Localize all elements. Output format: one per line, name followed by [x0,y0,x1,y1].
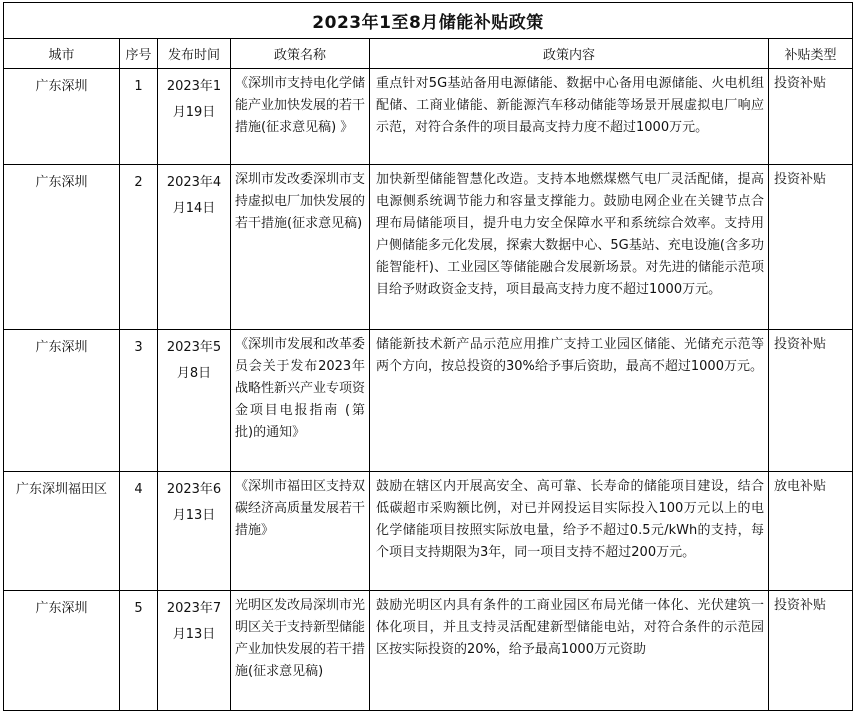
cell-subsidy-type: 投资补贴 [769,330,853,472]
cell-city: 广东深圳 [4,330,120,472]
cell-no: 4 [120,472,158,591]
title-row [4,3,853,39]
cell-date: 2023年7月13日 [158,591,231,711]
cell-policy-content: 鼓励在辖区内开展高安全、高可靠、长寿命的储能项目建设，结合低碳超市采购额比例，对已并网投运目实际投入100万元以上的电化学储能项目按照实际放电量，给予不超过0.5元/kWh的支持，每个项目支持期限为3年，同一项目支持不超过200万元。 [370,472,769,591]
cell-policy-name: 《深圳市福田区支持双碳经济高质量发展若干措施》 [231,472,370,591]
cell-policy-content: 鼓励光明区内具有条件的工商业园区布局光储一体化、光伏建筑一体化项目，并且支持灵活配建新型储能电站，对符合条件的示范园区按实际投资的20%，给予最高1000万元资助 [370,591,769,711]
cell-date: 2023年1月19日 [158,69,231,165]
cell-city: 广东深圳 [4,165,120,330]
header-row [4,39,853,69]
cell-no: 5 [120,591,158,711]
cell-date: 2023年5月8日 [158,330,231,472]
table-row [4,472,853,591]
cell-subsidy-type: 投资补贴 [769,69,853,165]
cell-subsidy-type: 放电补贴 [769,472,853,591]
table-row [4,591,853,711]
table-row [4,69,853,165]
cell-no: 2 [120,165,158,330]
header-policy-content: 政策内容 [370,39,769,69]
header-city: 城市 [4,39,120,69]
cell-policy-content: 加快新型储能智慧化改造。支持本地燃煤燃气电厂灵活配储，提高电源侧系统调节能力和容量支撑能力。鼓励电网企业在关键节点合理布局储能项目，提升电力安全保障水平和系统综合效率。支持用户侧储能多元化发展，探索大数据中心、5G基站、充电设施(含多功能智能杆)、工业园区等储能融合发展新场景。对先进的储能示范项目给予财政资金支持，项目最高支持力度不超过1000万元。 [370,165,769,330]
table-title: 2023年1至8月储能补贴政策 [4,3,853,39]
cell-no: 1 [120,69,158,165]
cell-policy-name: 深圳市发改委深圳市支持虚拟电厂加快发展的若干措施(征求意见稿) [231,165,370,330]
header-no: 序号 [120,39,158,69]
header-policy-name: 政策名称 [231,39,370,69]
cell-policy-name: 光明区发改局深圳市光明区关于支持新型储能产业加快发展的若干措施(征求意见稿) [231,591,370,711]
table-row [4,165,853,330]
cell-date: 2023年6月13日 [158,472,231,591]
table-row [4,330,853,472]
cell-city: 广东深圳福田区 [4,472,120,591]
cell-policy-content: 储能新技术新产品示范应用推广支持工业园区储能、光储充示范等两个方向，按总投资的30%给予事后资助，最高不超过1000万元。 [370,330,769,472]
cell-subsidy-type: 投资补贴 [769,591,853,711]
cell-city: 广东深圳 [4,591,120,711]
cell-policy-name: 《深圳市支持电化学储能产业加快发展的若干措施(征求意见稿) 》 [231,69,370,165]
header-date: 发布时间 [158,39,231,69]
cell-city: 广东深圳 [4,69,120,165]
cell-no: 3 [120,330,158,472]
cell-subsidy-type: 投资补贴 [769,165,853,330]
cell-date: 2023年4月14日 [158,165,231,330]
header-subsidy-type: 补贴类型 [769,39,853,69]
policy-table [3,2,853,711]
policy-document [3,2,852,711]
cell-policy-content: 重点针对5G基站备用电源储能、数据中心备用电源储能、火电机组配储、工商业储能、新能源汽车移动储能等场景开展虚拟电厂响应示范，对符合条件的项目最高支持力度不超过1000万元。 [370,69,769,165]
cell-policy-name: 《深圳市发展和改革委员会关于发布2023年战略性新兴产业专项资金项目电报指南 (第批)的通知》 [231,330,370,472]
